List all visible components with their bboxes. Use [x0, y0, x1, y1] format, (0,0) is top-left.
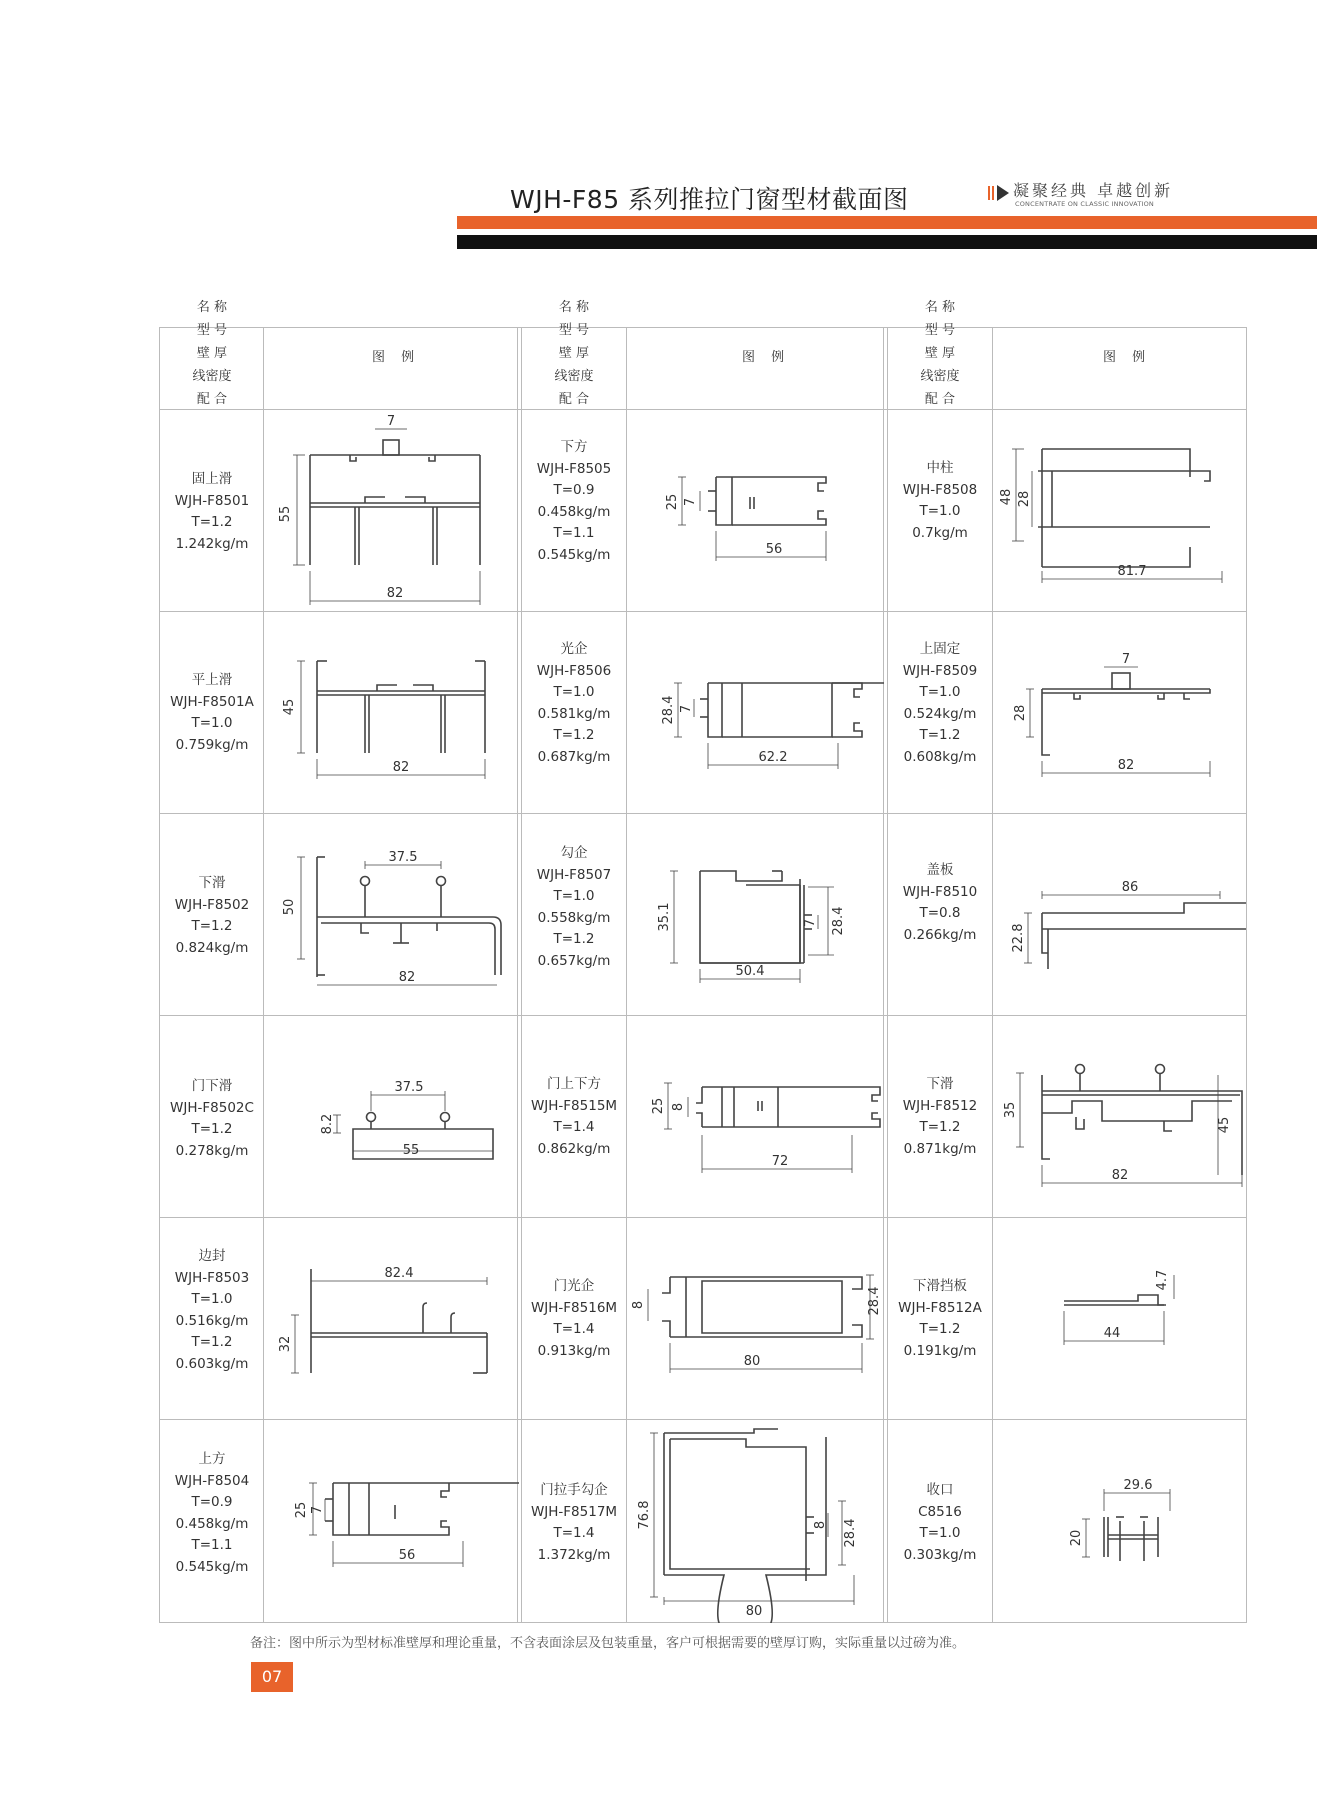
profile-info-8501a: 平上滑 WJH-F8501A T=1.0 0.759kg/m — [170, 672, 254, 753]
profile-diagram-8506 — [628, 613, 884, 815]
dim-label: 44 — [1103, 1326, 1121, 1341]
profile-info-8512: 下滑 WJH-F8512 T=1.2 0.871kg/m — [902, 1076, 978, 1157]
dim-label: 86 — [1121, 880, 1139, 895]
profile-info-8508: 中柱 WJH-F8508 T=1.0 0.7kg/m — [902, 460, 978, 541]
dim-label: 28 — [1017, 490, 1032, 508]
profile-info-8506: 光企 WJH-F8506 T=1.0 0.581kg/m T=1.2 0.687kg/m — [536, 641, 612, 765]
profile-info-8502c: 门下滑 WJH-F8502C T=1.2 0.278kg/m — [170, 1078, 254, 1159]
dim-label: 4.7 — [1155, 1269, 1170, 1291]
dim-label: 8.2 — [320, 1113, 335, 1135]
profile-info-8501: 固上滑 WJH-F8501 T=1.2 1.242kg/m — [174, 471, 250, 552]
dim-label: 56 — [765, 542, 783, 557]
dim-label: 28 — [1013, 704, 1028, 722]
profile-diagram-8502 — [265, 815, 519, 1017]
dim-label: 28.4 — [843, 1518, 858, 1548]
dim-label: 8 — [631, 1300, 646, 1310]
profile-info-8503: 边封 WJH-F8503 T=1.0 0.516kg/m T=1.2 0.603kg/m — [174, 1248, 250, 1372]
header-black-bar — [457, 235, 1317, 249]
profile-info-8509: 上固定 WJH-F8509 T=1.0 0.524kg/m T=1.2 0.608kg/m — [902, 641, 978, 765]
profile-diagram-8510 — [994, 815, 1246, 1017]
profile-info-8515m: 门上下方 WJH-F8515M T=1.4 0.862kg/m — [530, 1076, 618, 1157]
profile-diagram-8501 — [265, 411, 519, 613]
dim-label: 25 — [651, 1097, 666, 1115]
profile-info-8504: 上方 WJH-F8504 T=0.9 0.458kg/m T=1.1 0.545kg/m — [174, 1451, 250, 1575]
dim-label: 7 — [310, 1505, 325, 1515]
brand-arrow-icon — [988, 184, 1010, 202]
footnote: 备注：图中所示为型材标准壁厚和理论重量，不含表面涂层及包装重量，客户可根据需要的壁厚订购，实际重量以过磅为准。 — [250, 1636, 966, 1651]
slogan-en: CONCENTRATE ON CLASSIC INNOVATION — [1015, 200, 1154, 208]
dim-label: 55 — [278, 505, 293, 523]
profile-info-8505: 下方 WJH-F8505 T=0.9 0.458kg/m T=1.1 0.545kg/m — [536, 439, 612, 563]
profile-info-8512a: 下滑挡板 WJH-F8512A T=1.2 0.191kg/m — [898, 1278, 982, 1359]
dim-label: 20 — [1069, 1529, 1084, 1547]
dim-label: 22.8 — [1011, 923, 1026, 953]
profile-diagram-8507 — [628, 815, 884, 1017]
header-fields-1: 名 称 型 号 壁 厚 线密度 配 合 — [192, 300, 232, 407]
dim-label: 50 — [282, 898, 297, 916]
profile-diagram-8512 — [994, 1017, 1246, 1219]
dim-label: 82 — [398, 970, 416, 985]
profile-diagram-8501a — [265, 613, 519, 815]
page-number: 07 — [251, 1662, 293, 1692]
header-fields-3: 名 称 型 号 壁 厚 线密度 配 合 — [920, 300, 960, 407]
dim-label: 37.5 — [388, 850, 418, 865]
profile-diagram-8517m — [628, 1421, 884, 1623]
dim-label: 7 — [679, 704, 694, 714]
legend-label-3: 图 例 — [1103, 350, 1152, 365]
profile-diagram-8516m — [628, 1219, 884, 1421]
dim-label: 80 — [745, 1604, 763, 1619]
dim-label: 56 — [398, 1548, 416, 1563]
dim-label: 8 — [813, 1520, 828, 1530]
dim-label: 37.5 — [394, 1080, 424, 1095]
legend-label-1: 图 例 — [372, 350, 421, 365]
dim-label: 82.4 — [384, 1266, 414, 1281]
dim-label: 7 — [803, 918, 818, 928]
dim-label: 48 — [999, 488, 1014, 506]
profile-info-c8516: 收口 C8516 T=1.0 0.303kg/m — [903, 1482, 977, 1563]
profile-info-8517m: 门拉手勾企 WJH-F8517M T=1.4 1.372kg/m — [530, 1482, 618, 1563]
dim-label: 82 — [386, 586, 404, 601]
dim-label: 50.4 — [735, 964, 765, 979]
page-title: WJH-F85 系列推拉门窗型材截面图 — [510, 185, 909, 214]
dim-label: 7 — [1121, 652, 1131, 667]
dim-label: 28.4 — [831, 906, 846, 936]
legend-label-2: 图 例 — [742, 350, 791, 365]
profile-diagram-8509 — [994, 613, 1246, 815]
slogan-cn: 凝聚经典 卓越创新 — [1013, 181, 1174, 200]
profile-diagram-8502c — [265, 1017, 519, 1219]
profile-diagram-8508 — [994, 411, 1246, 613]
profile-diagram-8503 — [265, 1219, 519, 1421]
dim-label: 82 — [1117, 758, 1135, 773]
profile-info-8510: 盖板 WJH-F8510 T=0.8 0.266kg/m — [902, 862, 978, 943]
profile-info-8502: 下滑 WJH-F8502 T=1.2 0.824kg/m — [174, 875, 250, 956]
dim-label: 28.4 — [661, 695, 676, 725]
dim-label: 82 — [1111, 1168, 1129, 1183]
dim-label: 55 — [402, 1143, 420, 1158]
dim-label: 82 — [392, 760, 410, 775]
dim-label: 62.2 — [758, 750, 788, 765]
dim-label: 35 — [1003, 1101, 1018, 1119]
profile-diagram-8512a — [994, 1219, 1246, 1421]
dim-label: 25 — [665, 493, 680, 511]
dim-label: 29.6 — [1123, 1478, 1153, 1493]
dim-label: 80 — [743, 1354, 761, 1369]
profile-diagram-8504 — [265, 1421, 519, 1623]
dim-label: 76.8 — [637, 1500, 652, 1530]
header-orange-bar — [457, 216, 1317, 229]
dim-label: 72 — [771, 1154, 789, 1169]
dim-label: 32 — [278, 1335, 293, 1353]
dim-label: 45 — [282, 698, 297, 716]
dim-label: 35.1 — [657, 902, 672, 932]
profile-diagram-8505 — [628, 411, 884, 613]
dim-label: 7 — [683, 497, 698, 507]
profile-info-8516m: 门光企 WJH-F8516M T=1.4 0.913kg/m — [530, 1278, 618, 1359]
profile-info-8507: 勾企 WJH-F8507 T=1.0 0.558kg/m T=1.2 0.657kg/m — [536, 845, 612, 969]
profile-diagram-c8516 — [994, 1421, 1246, 1623]
header-fields-2: 名 称 型 号 壁 厚 线密度 配 合 — [554, 300, 594, 407]
dim-label: 45 — [1217, 1116, 1232, 1134]
dim-label: 28.4 — [867, 1286, 882, 1316]
dim-label: 81.7 — [1117, 564, 1147, 579]
dim-label: 7 — [386, 414, 396, 429]
dim-label: 8 — [671, 1102, 686, 1112]
profile-diagram-8515m — [628, 1017, 884, 1219]
dim-label: 25 — [294, 1501, 309, 1519]
